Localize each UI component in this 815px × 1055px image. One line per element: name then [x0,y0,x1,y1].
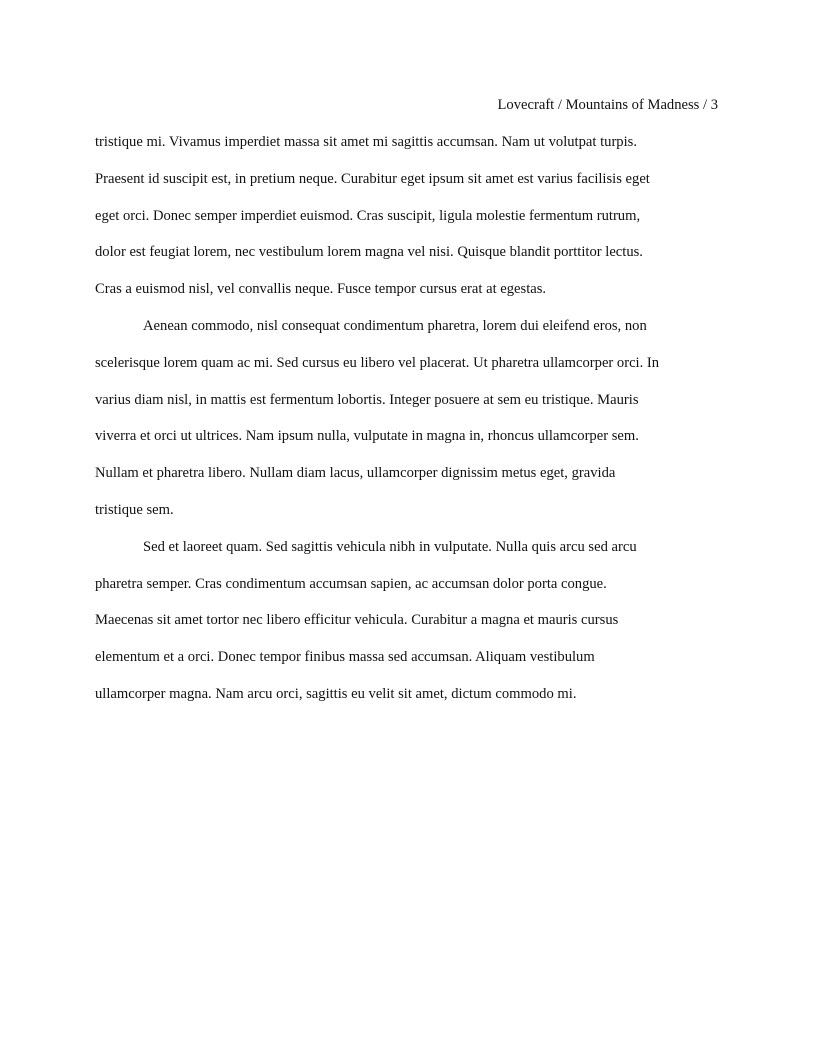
text-line: Praesent id suscipit est, in pretium neque. Curabitur eget ipsum sit amet est varius facilisis eget [95,170,650,187]
text-line: Cras a euismod nisl, vel convallis neque. Fusce tempor cursus erat at egestas. [95,281,547,298]
text-line: tristique sem. [95,501,174,518]
text-line: dolor est feugiat lorem, nec vestibulum lorem magna vel nisi. Quisque blandit porttitor lectus. [95,244,643,261]
text-line: viverra et orci ut ultrices. Nam ipsum nulla, vulputate in magna in, rhoncus ullamcorper sem. [95,428,639,445]
paragraph [95,132,718,316]
text-line: Sed et laoreet quam. Sed sagittis vehicula nibh in vulputate. Nulla quis arcu sed arcu [143,538,637,555]
text-line: ullamcorper magna. Nam arcu orci, sagittis eu velit sit amet, dictum commodo mi. [95,685,577,702]
text-line: pharetra semper. Cras condimentum accumsan sapien, ac accumsan dolor porta congue. [95,575,607,592]
text-line: varius diam nisl, in mattis est fermentum lobortis. Integer posuere at sem eu tristique. Mauris [95,391,639,408]
text-line: tristique mi. Vivamus imperdiet massa sit amet mi sagittis accumsan. Nam ut volutpat turpis. [95,134,637,150]
text-line: elementum et a orci. Donec tempor finibus massa sed accumsan. Aliquam vestibulum [95,649,595,666]
paragraph [95,537,718,721]
text-line: eget orci. Donec semper imperdiet euismod. Cras suscipit, ligula molestie fermentum rutrum, [95,207,641,224]
text-line: Aenean commodo, nisl consequat condimentum pharetra, lorem dui eleifend eros, non [143,317,647,334]
running-head: Lovecraft / Mountains of Madness / 3 [497,97,718,113]
text-line: Maecenas sit amet tortor nec libero efficitur vehicula. Curabitur a magna et mauris cursus [95,612,619,629]
paragraph [95,316,718,537]
text-line: scelerisque lorem quam ac mi. Sed cursus eu libero vel placerat. Ut pharetra ullamcorper orci. In [95,354,660,371]
body-text [95,132,718,721]
text-line: Nullam et pharetra libero. Nullam diam lacus, ullamcorper dignissim metus eget, gravida [95,465,616,482]
